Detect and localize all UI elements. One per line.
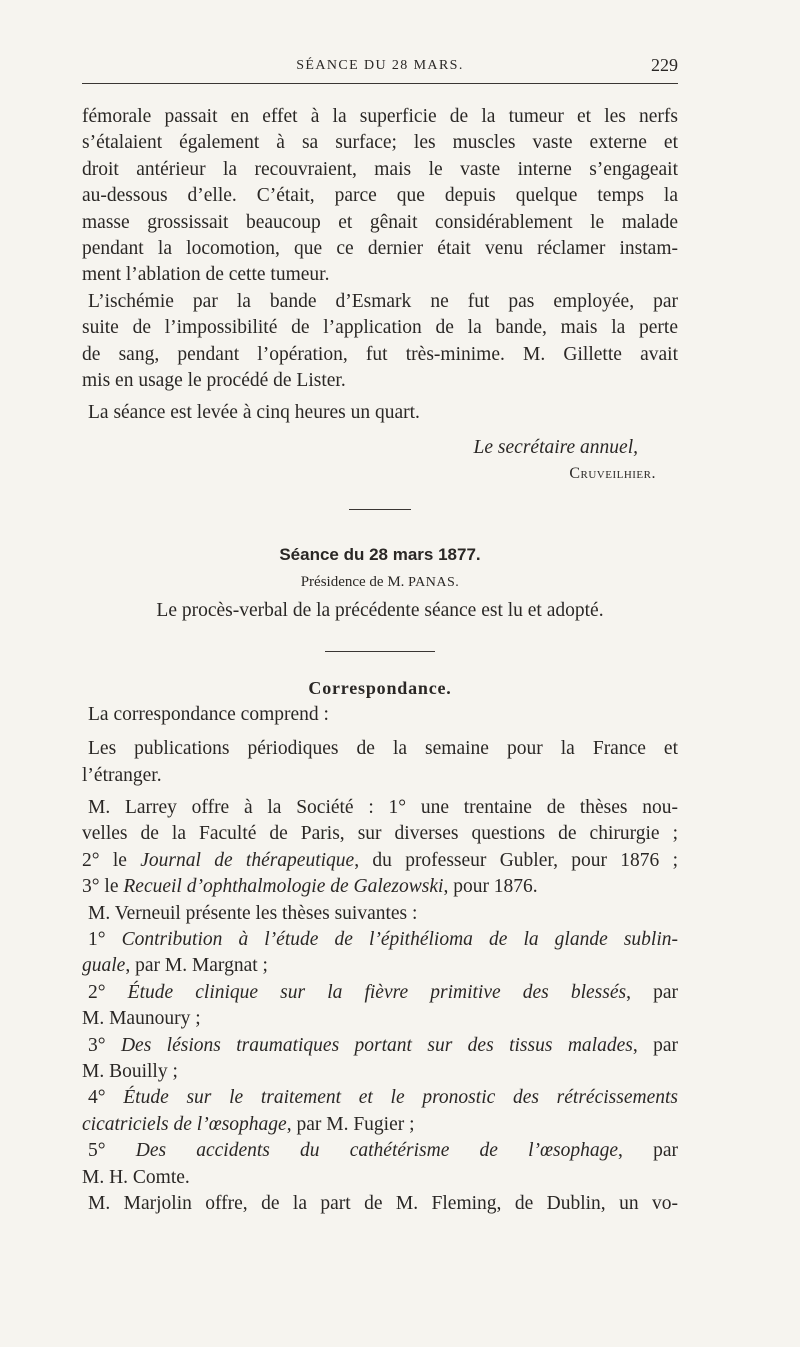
text-line: s’étalaient également à sa surface; les muscles vaste externe et	[82, 132, 678, 154]
these-line	[82, 980, 678, 1006]
journal-title: Recueil d’ophthalmologie de Galezowski	[123, 876, 444, 898]
these-title: Des accidents du cathétérisme de l’œsophage	[135, 1140, 619, 1162]
separator-rule	[349, 509, 411, 510]
verneuil-intro: M. Verneuil présente les thèses suivantes :	[88, 902, 418, 924]
these-title: cicatriciels de l’œsophage	[82, 1113, 287, 1135]
separator-rule	[325, 651, 435, 652]
these-line	[82, 953, 678, 979]
text-run: , du professeur Gubler, pour 1876 ;	[354, 849, 679, 871]
journal-title: Journal de thérapeutique	[140, 849, 355, 871]
text-run: , par M. Margnat ;	[125, 955, 268, 977]
text-run: 3° le	[82, 876, 124, 898]
these-line	[82, 927, 678, 953]
text-run: , par	[618, 1140, 678, 1162]
these-line	[82, 1112, 678, 1138]
signature-role: Le secrétaire annuel,	[473, 436, 638, 458]
text-run: 3°	[88, 1034, 121, 1056]
marjolin-line: M. Marjolin offre, de la part de M. Fleming, de Dublin, un vo-	[88, 1192, 678, 1214]
paragraph-ischemie	[82, 289, 678, 395]
text-line: L’ischémie par la bande d’Esmark ne fut pas employée, par	[88, 290, 678, 312]
text-run: , par	[632, 1034, 678, 1056]
paragraph-publications	[82, 736, 678, 789]
page-number: 229	[651, 55, 678, 75]
text-line: l’étranger.	[82, 764, 162, 786]
text-line: pendant la locomotion, que ce dernier était venu réclamer instam-	[82, 237, 678, 259]
text-line: droit antérieur la recouvraient, mais le vaste interne s’engageait	[82, 158, 678, 180]
these-line	[82, 1033, 678, 1059]
these-title: Des lésions traumatiques portant sur des tissus malades	[120, 1034, 633, 1056]
running-head	[82, 56, 678, 86]
text-line: au-dessous d’elle. C’était, parce que depuis quelque temps la	[82, 185, 678, 207]
these-line: M. H. Comte.	[82, 1166, 190, 1188]
paragraph-larrey	[82, 795, 678, 901]
these-title: Étude clinique sur la fièvre primitive des blessés	[127, 981, 627, 1003]
text-line: Les publications périodiques de la semaine pour la France et	[88, 738, 678, 760]
text-line	[82, 848, 678, 874]
text-run: 1°	[88, 928, 122, 950]
text-line: ment l’ablation de cette tumeur.	[82, 264, 330, 286]
these-title: Étude sur le traitement et le pronostic des rétrécissements	[123, 1087, 678, 1109]
these-line: M. Bouilly ;	[82, 1060, 178, 1082]
correspondence-title: Correspondance.	[308, 677, 452, 698]
session-title: Séance du 28 mars 1877.	[279, 545, 481, 565]
presidence-prefix: Présidence de M.	[300, 574, 409, 591]
text-line: suite de l’impossibilité de l’application de la bande, mais la perte	[82, 317, 678, 339]
these-line: M. Maunoury ;	[82, 1008, 201, 1030]
body-text	[82, 104, 678, 1217]
correspondence-intro: La correspondance comprend :	[88, 703, 329, 725]
these-title: Contribution à l’étude de l’épithélioma de la glande sublin-	[121, 928, 678, 950]
text-run: 4°	[88, 1087, 124, 1109]
these-title: guale	[82, 955, 126, 977]
text-line: mis en usage le procédé de Lister.	[82, 369, 346, 391]
text-run: , par	[626, 981, 678, 1003]
text-line: de sang, pendant l’opération, fut très-minime. M. Gillette avait	[82, 343, 678, 365]
text-line: M. Larrey offre à la Société : 1° une trentaine de thèses nou-	[88, 797, 678, 819]
text-run: 2° le	[82, 849, 141, 871]
theses-list	[82, 927, 678, 1191]
these-line	[82, 1138, 678, 1164]
paragraph-continued	[82, 104, 678, 289]
running-title: SÉANCE DU 28 MARS.	[296, 58, 464, 73]
presidence-line	[82, 570, 678, 594]
text-run: 5°	[88, 1140, 136, 1162]
text-line: velles de la Faculté de Paris, sur diverses questions de chirurgie ;	[82, 823, 678, 845]
header-rule	[82, 83, 678, 84]
president-name: PANAS.	[408, 575, 460, 591]
closing-line: La séance est levée à cinq heures un quart.	[88, 402, 420, 424]
text-run: 2°	[88, 981, 128, 1003]
minutes-line: Le procès-verbal de la précédente séance est lu et adopté.	[156, 600, 604, 622]
text-line: fémorale passait en effet à la superficie de la tumeur et les nerfs	[82, 106, 678, 127]
text-run: , par M. Fugier ;	[286, 1113, 415, 1135]
text-run: , pour 1876.	[443, 876, 538, 898]
signature-name: Cruveilhier.	[569, 465, 656, 483]
text-line: masse grossissait beaucoup et gênait considérablement le malade	[82, 211, 678, 233]
these-line	[82, 1085, 678, 1111]
text-line	[82, 874, 678, 900]
